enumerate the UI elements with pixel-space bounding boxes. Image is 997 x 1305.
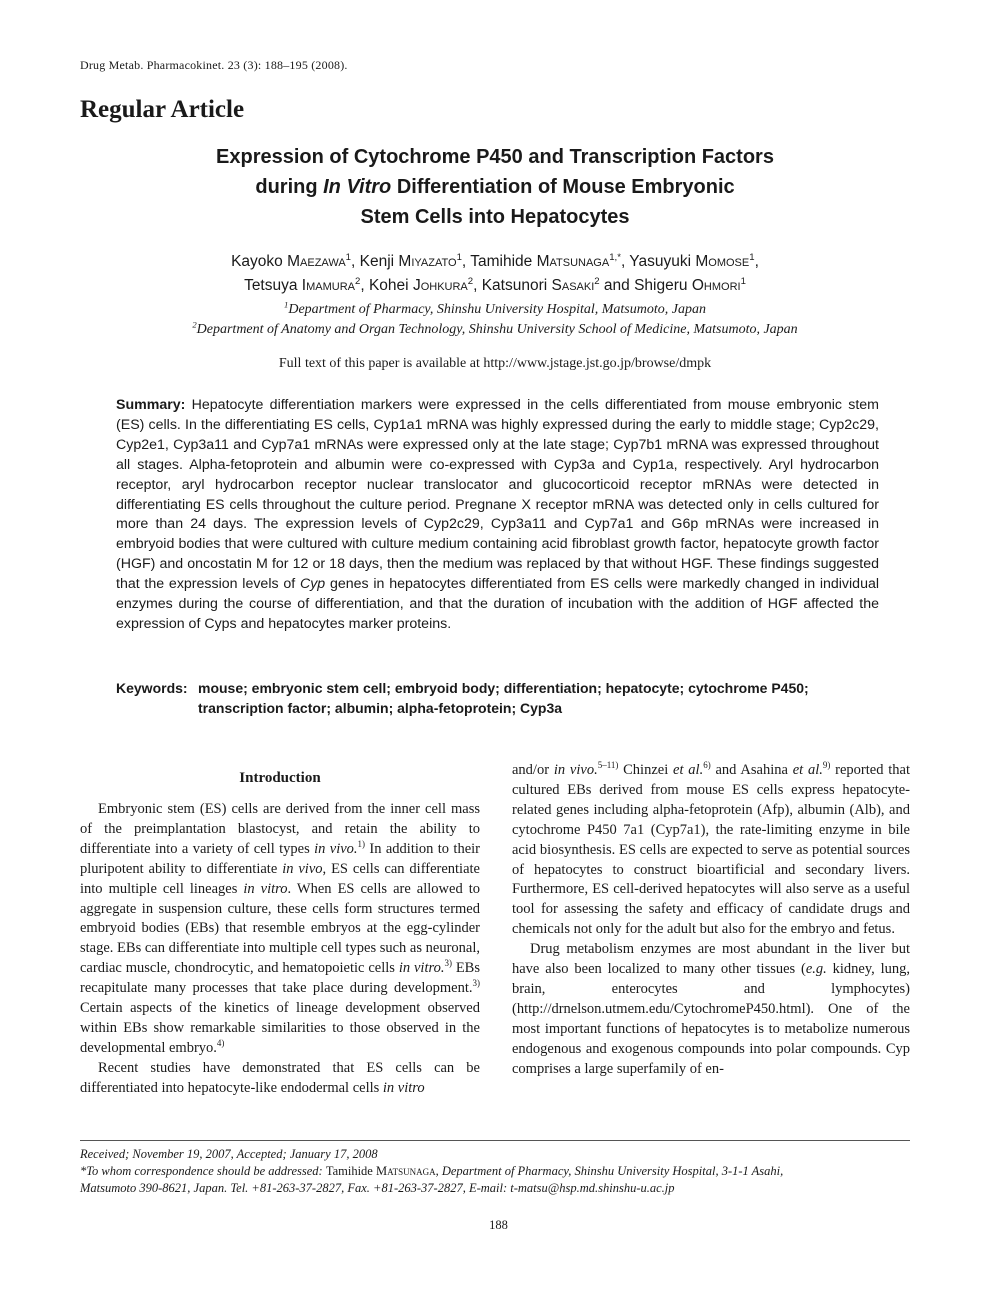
author	[629, 253, 759, 270]
correspondence-line-2	[80, 1180, 910, 1197]
text: Recent studies have demonstrated that ES cells can be differentiated into hepatocyte-like endodermal cells	[80, 1059, 480, 1096]
citation-ref: 9)	[822, 760, 831, 771]
author-separator: ,	[620, 253, 630, 270]
author-given: Kohei	[368, 277, 409, 294]
correspondence-address: , Department of Pharmacy, Shinshu University Hospital, 3-1-1 Asahi,	[435, 1164, 784, 1178]
summary-label: Summary:	[116, 397, 186, 413]
title-line-2	[140, 172, 850, 202]
author-given: Tetsuya	[244, 277, 298, 294]
author-affiliation-mark: 1,*	[609, 251, 621, 263]
right-column	[512, 761, 910, 1080]
text: Chinzei	[618, 762, 674, 778]
italic-text: in vivo.	[553, 762, 598, 778]
footnote-divider	[80, 1140, 910, 1141]
affiliations	[100, 300, 890, 340]
author-affiliation-mark: 1	[456, 251, 462, 263]
title-italic-term: In Vitro	[323, 176, 392, 198]
article-type: Regular Article	[80, 96, 245, 123]
intro-paragraph-3	[512, 940, 910, 1079]
authors-line-1	[100, 250, 890, 274]
author	[244, 277, 369, 294]
author-family: Ohmori	[691, 277, 741, 294]
author-affiliation-mark: 2	[467, 275, 474, 287]
text: Embryonic stem (ES) cells are derived from the inner cell mass of the preimplantation blastocyst, and retain the ability to differentiate into a variety of cell types	[80, 801, 480, 857]
title-text: Differentiation of Mouse Embryonic	[391, 176, 735, 198]
author-separator: ,	[360, 277, 369, 294]
italic-text: et al.	[673, 762, 704, 778]
journal-citation: Drug Metab. Pharmacokinet. 23 (3): 188–195 (2008).	[80, 58, 348, 72]
author-affiliation-mark: 1	[749, 251, 755, 263]
summary-text: Hepatocyte differentiation markers were expressed in the cells differentiated from mouse embryonic stem (ES) cells. In the differentiating ES cells, Cyp1a1 mRNA was highly expressed during the early to middle stage; Cyp2c29, Cyp2e1, Cyp3a11 and Cyp7a1 mRNAs were expressed only at the late stage; Cyp7b1 mRNA was expressed throughout all stages. Alpha-fetoprotein and albumin were co-expressed with Cyp3a and Cyp1a, respectively. Aryl hydrocarbon receptor, aryl hydrocarbon receptor nuclear translocator and glucocorticoid receptor mRNAs were detected in differentiating ES cells throughout the culture period. Pregnane X receptor mRNA was detected only in cells cultured for more than 24 days. The expression levels of Cyp2c29, Cyp3a11 and Cyp7a1 and G6p mRNAs were increased in embryoid bodies that were cultured with culture medium containing acid fibroblast growth factor, hepatocyte growth factor (HGF) and oncostatin M for 12 or 18 days, then the medium was replaced by that without HGF. These findings suggested that the expression levels of	[116, 397, 879, 593]
italic-text: in vivo	[282, 860, 323, 877]
text: . When ES cells are allowed to aggregate in suspension culture, these cells form structures termed embryoid bodies (EBs) that resemble embryos at the egg-cylinder stage. EBs can differentiate into multiple cell types such as neuronal, cardiac muscle, chondrocytic, and hematopoietic cells	[80, 880, 480, 977]
affiliation-1	[100, 300, 890, 320]
text: Certain aspects of the kinetics of lineage development observed within EBs show remarkable similarities to those observed in the developmental embryo.	[80, 1000, 480, 1056]
correspondence-label: *To whom correspondence should be addressed:	[80, 1164, 326, 1178]
author-affiliation-mark: 2	[355, 275, 361, 287]
author-family: Momose	[695, 253, 750, 270]
author-given: Tamihide	[470, 253, 533, 270]
keywords-row-2	[116, 698, 896, 718]
affiliation-mark: 1	[284, 299, 289, 310]
author-separator: and	[599, 277, 635, 294]
author-separator: ,	[351, 253, 360, 270]
authors-line-2	[100, 274, 890, 298]
author	[634, 277, 746, 294]
correspondence-given: Tamihide	[325, 1164, 376, 1178]
text: EBs recapitulate many processes that take place during development.	[80, 960, 480, 997]
citation-ref: 6)	[703, 760, 711, 771]
author-family: Johkura	[412, 277, 468, 294]
title-line-1: Expression of Cytochrome P450 and Transcription Factors	[216, 146, 774, 168]
author-family: Maezawa	[287, 253, 346, 270]
text: , ES cells can differentiate into multiple cell lineages	[80, 860, 480, 897]
author-given: Katsunori	[481, 277, 548, 294]
italic-text: in vitro.	[398, 960, 445, 977]
keywords-line-2: transcription factor; albumin; alpha-fetoprotein; Cyp3a	[198, 700, 563, 716]
text: In addition to their pluripotent ability to differentiate	[80, 840, 480, 877]
author-given: Shigeru	[634, 277, 688, 294]
keywords-spacer	[116, 698, 198, 718]
intro-paragraph-2-cont	[512, 761, 910, 940]
summary-abstract	[116, 396, 879, 635]
author-given: Kayoko	[231, 253, 283, 270]
citation-ref: 5–11)	[597, 760, 619, 771]
author	[470, 253, 629, 270]
italic-text: in vivo.	[314, 840, 358, 857]
author-list	[100, 250, 890, 298]
affiliation-mark: 2	[192, 319, 197, 330]
author-separator: ,	[461, 253, 471, 270]
author	[231, 253, 360, 270]
text: kidney, lung, brain, enterocytes and lymphocytes) (http://drnelson.utmem.edu/CytochromeP450.html). One of the most important functions of hepatocytes is to metabolize numerous endogenous and exogenous compounds into polar compounds. Cyp comprises a large superfamily of en-	[512, 961, 910, 1077]
text: Drug metabolism enzymes are most abundant in the liver but have also been localized to many other tissues (	[512, 941, 910, 978]
author-affiliation-mark: 1	[740, 275, 746, 287]
text: and Asahina	[710, 762, 793, 778]
author	[482, 277, 634, 294]
correspondence-line-1	[80, 1163, 910, 1180]
keywords	[116, 678, 896, 718]
keywords-line-1: mouse; embryonic stem cell; embryoid body; differentiation; hepatocyte; cytochrome P450;	[198, 680, 809, 696]
author-family: Miyazato	[398, 253, 457, 270]
intro-paragraph-2	[80, 1059, 480, 1099]
title-line-3: Stem Cells into Hepatocytes	[360, 206, 630, 228]
author-affiliation-mark: 2	[594, 275, 600, 287]
keywords-row-1	[116, 678, 896, 698]
italic-text: in vitro	[382, 1079, 425, 1096]
affiliation-2	[100, 320, 890, 340]
received-dates	[80, 1146, 910, 1163]
italic-text: et al.	[792, 762, 823, 778]
author-separator: ,	[754, 253, 759, 270]
affiliation-text: Department of Pharmacy, Shinshu University Hospital, Matsumoto, Japan	[288, 302, 706, 317]
citation-ref: 3)	[444, 958, 452, 969]
author-given: Kenji	[359, 253, 395, 270]
italic-text: in vitro	[243, 880, 288, 897]
left-column	[80, 800, 480, 1099]
italic-text: e.g.	[805, 961, 827, 978]
summary-italic-term: Cyp	[299, 576, 326, 593]
citation-ref: 1)	[357, 838, 366, 849]
page-number: 188	[489, 1218, 508, 1232]
received-text: Received; November 19, 2007, Accepted; January 17, 2008	[80, 1147, 378, 1161]
correspondence-family: Matsunaga	[375, 1164, 436, 1178]
author-family: Matsunaga	[536, 253, 610, 270]
author-given: Yasuyuki	[629, 253, 692, 270]
summary-text-end: genes in hepatocytes differentiated from ES cells were markedly changed in individual enzymes during the course of differentiation, and that the duration of incubation with the addition of HGF affected the expression of Cyps and hepatocytes marker proteins.	[116, 576, 880, 632]
author-affiliation-mark: 1	[345, 251, 351, 263]
author	[369, 277, 482, 294]
citation-ref: 3)	[472, 978, 480, 989]
title-text: during	[255, 176, 324, 198]
footnotes	[80, 1146, 910, 1197]
citation-ref: 4)	[216, 1038, 225, 1049]
full-text-note: Full text of this paper is available at http://www.jstage.jst.go.jp/browse/dmpk	[278, 356, 712, 371]
section-heading-introduction: Introduction	[239, 770, 321, 786]
paper-title	[140, 142, 850, 232]
affiliation-text: Department of Anatomy and Organ Technology, Shinshu University School of Medicine, Matsumoto, Japan	[196, 322, 798, 337]
keywords-label: Keywords:	[116, 680, 188, 696]
correspondence-contact: Matsumoto 390-8621, Japan. Tel. +81-263-37-2827, Fax. +81-263-37-2827, E-mail: t-matsu@hsp.md.shinshu-u.ac.jp	[80, 1181, 675, 1195]
author-family: Imamura	[301, 277, 355, 294]
author-separator: ,	[473, 277, 482, 294]
author-family: Sasaki	[551, 277, 595, 294]
text: and/or	[512, 762, 554, 778]
intro-paragraph-1	[80, 800, 480, 1059]
author	[360, 253, 471, 270]
text: reported that cultured EBs derived from mouse ES cells express hepatocyte-related genes including alpha-fetoprotein (Afp), albumin (Alb), and cytochrome P450 7a1 (Cyp7a1), the rate-limiting enzyme in bile acid biosynthesis. ES cells are expected to serve as potential sources of hepatocytes to construct bioartificial and secondary livers. Furthermore, ES cell-derived hepatocytes will also serve as a useful tool for assessing the safety and efficacy of candidate drugs and chemicals not only for the adult but also for the embryo and fetus.	[512, 762, 911, 938]
